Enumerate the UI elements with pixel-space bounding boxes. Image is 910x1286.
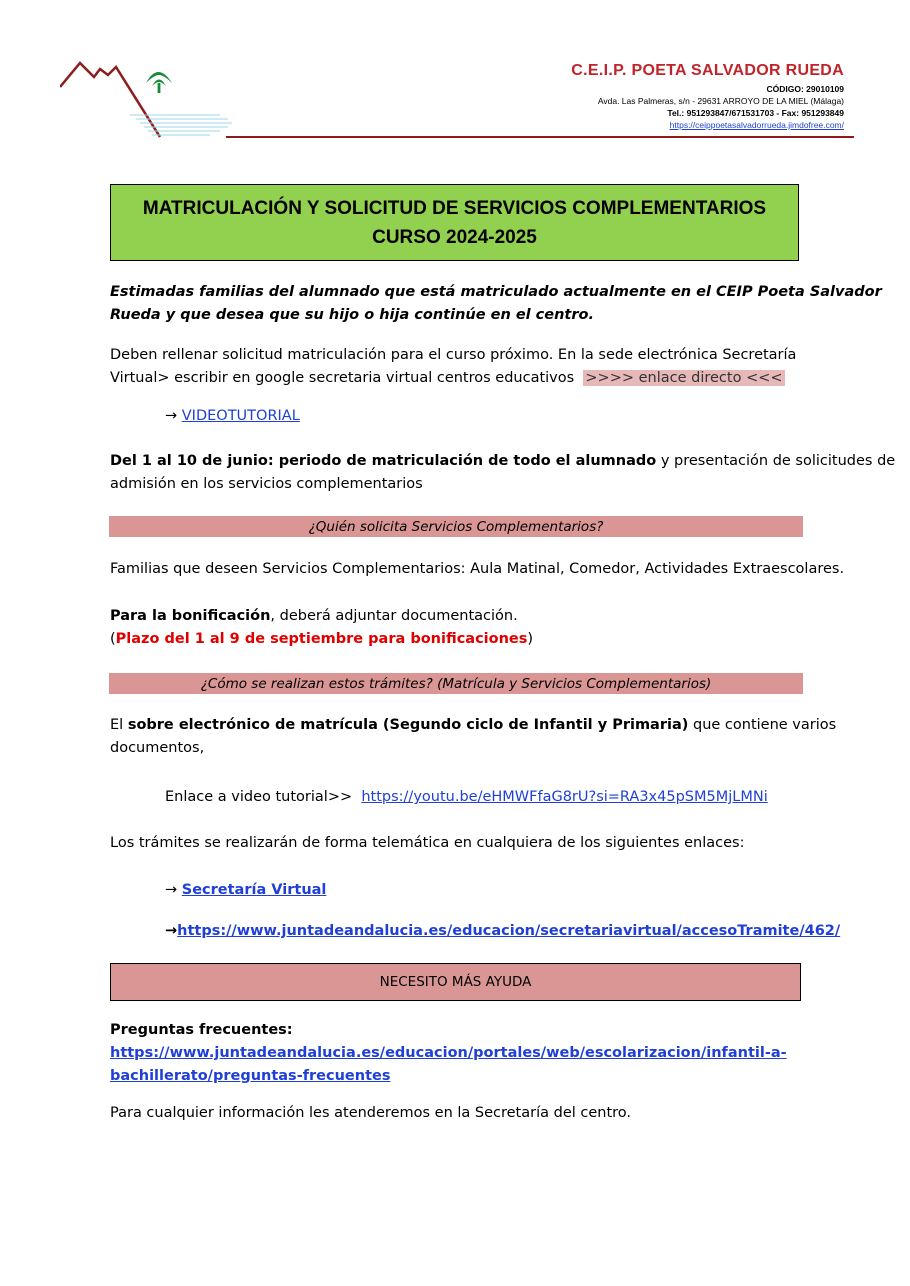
bonus-rest: , deberá adjuntar documentación.: [270, 608, 518, 624]
faq-paragraph: [110, 1019, 787, 1088]
period-bold: Del 1 al 10 de junio: periodo de matriculación de todo el alumnado: [110, 453, 657, 469]
instructions-text: Virtual> escribir en google secretaria virtual centros educativos: [110, 370, 575, 386]
intro-line-2: Rueda y que desea que su hijo o hija continúe en el centro.: [110, 307, 594, 323]
period-line-2: admisión en los servicios complementarios: [110, 476, 423, 492]
direct-link[interactable]: >>>> enlace directo <<<: [585, 370, 783, 386]
school-website-link[interactable]: https://ceippoetasalvadorrueda.jimdofree.com/: [669, 120, 844, 130]
faq-link-line-1[interactable]: https://www.juntadeandalucia.es/educacion/portales/web/escolarizacion/infantil-a-: [110, 1045, 787, 1061]
sobre-line-1: [110, 714, 836, 737]
section-heading-who: ¿Quién solicita Servicios Complementarios?: [109, 516, 803, 537]
school-logo: [60, 55, 235, 145]
secretaria-virtual-link[interactable]: Secretaría Virtual: [181, 882, 327, 898]
faq-link-line-2[interactable]: bachillerato/preguntas-frecuentes: [110, 1068, 391, 1084]
title-line-2: CURSO 2024-2025: [372, 226, 537, 248]
paren-close: ): [527, 631, 534, 647]
section-heading-how: ¿Cómo se realizan estos trámites? (Matrícula y Servicios Complementarios): [109, 673, 803, 694]
sobre-paragraph: [110, 714, 836, 760]
bonus-line: [110, 605, 533, 628]
title-line-1: MATRICULACIÓN Y SOLICITUD DE SERVICIOS COMPLEMENTARIOS: [142, 197, 767, 219]
deadline-text: Plazo del 1 al 9 de septiembre para bonificaciones: [115, 631, 528, 647]
school-name: C.E.I.P. POETA SALVADOR RUEDA: [571, 62, 844, 79]
help-heading: NECESITO MÁS AYUDA: [110, 963, 801, 1001]
tramite-item: [165, 920, 840, 943]
instructions-line-2: [110, 367, 796, 390]
sobre-line-2: documentos,: [110, 740, 205, 756]
period-line-1: [110, 450, 895, 473]
intro-paragraph: [110, 281, 882, 327]
school-phone: Tel.: 951293847/671531703 - Fax: 951293849: [667, 108, 844, 118]
intro-line-1: Estimadas familias del alumnado que está matriculado actualmente en el CEIP Poeta Salvador: [110, 284, 882, 300]
school-code: CÓDIGO: 29010109: [766, 84, 844, 94]
families-text: Familias que deseen Servicios Complementarios: Aula Matinal, Comedor, Actividades Extraescolares.: [110, 561, 845, 577]
period-paragraph: [110, 450, 895, 496]
faq-label: Preguntas frecuentes:: [110, 1022, 293, 1038]
header-divider: [226, 136, 854, 138]
tramite-link[interactable]: https://www.juntadeandalucia.es/educacion/secretariavirtual/accesoTramite/462/: [177, 923, 841, 939]
secretaria-item: [165, 879, 326, 902]
title-box: [110, 184, 799, 261]
sobre-rest: que contiene varios: [688, 717, 837, 733]
bonus-paragraph: [110, 605, 533, 651]
sobre-bold: sobre electrónico de matrícula (Segundo ciclo de Infantil y Primaria): [127, 717, 689, 733]
videotutorial-item: [165, 405, 300, 428]
videotutorial-link[interactable]: VIDEOTUTORIAL: [181, 408, 300, 424]
deadline-line: [110, 628, 533, 651]
video-tutorial-item: [165, 786, 768, 809]
arrow-right-icon: →: [165, 408, 178, 424]
paren-open: (: [110, 631, 116, 647]
faq-link[interactable]: [110, 1042, 787, 1088]
arrow-right-icon: →: [165, 923, 178, 939]
youtube-link[interactable]: https://youtu.be/eHMWFfaG8rU?si=RA3x45pSM5MjLMNi: [361, 789, 768, 805]
bonus-bold: Para la bonificación: [110, 608, 271, 624]
period-rest: y presentación de solicitudes de: [660, 453, 896, 469]
closing-text: Para cualquier información les atenderemos en la Secretaría del centro.: [110, 1105, 632, 1121]
video-label: Enlace a video tutorial>>: [165, 789, 353, 805]
instructions-line-1: Deben rellenar solicitud matriculación para el curso próximo. En la sede electrónica Secretaría: [110, 347, 797, 363]
junta-andalucia-emblem: [146, 72, 172, 93]
arrow-right-icon: →: [165, 882, 178, 898]
sobre-start: El: [110, 717, 128, 733]
instructions-paragraph: [110, 344, 796, 390]
school-address: Avda. Las Palmeras, s/n - 29631 ARROYO DE LA MIEL (Málaga): [597, 96, 844, 106]
telematic-text: Los trámites se realizarán de forma telemática en cualquiera de los siguientes enlaces:: [110, 835, 745, 851]
